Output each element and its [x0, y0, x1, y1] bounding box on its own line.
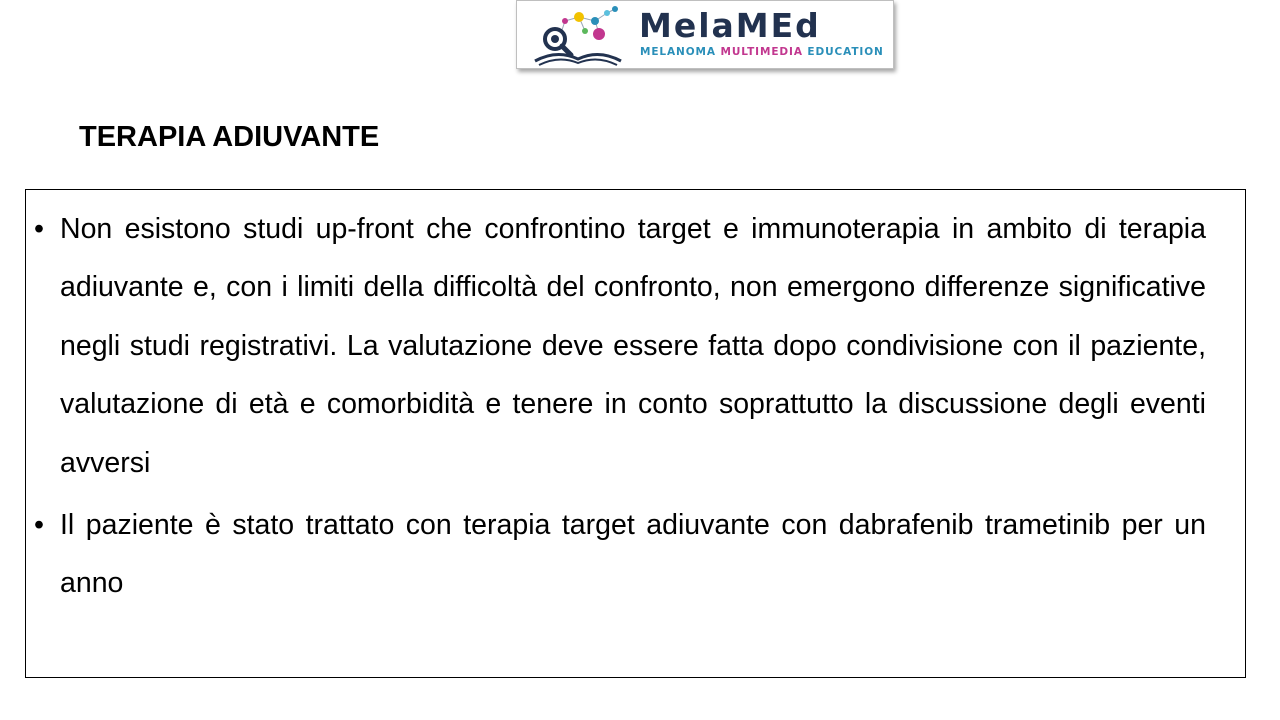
bullet-text: Non esistono studi up-front che confrontino target e immunoterapia in ambito di terapia adiuvante e, con i limiti della difficoltà del confronto, non emergono differenze significative negli studi registrativi. La valutazione deve essere fatta dopo condivisione con il paziente, valutazione di età e comorbidità e tenere in conto soprattutto la discussione degli eventi avversi: [60, 213, 1206, 479]
melamed-logo: [516, 0, 894, 69]
content-box: [25, 189, 1246, 678]
logo-tagline: [640, 45, 884, 59]
bullet-item: [34, 496, 1206, 613]
bullet-icon: •: [34, 213, 44, 245]
bullet-list: [34, 200, 1206, 617]
magnifier-book-icon: [521, 3, 635, 67]
tagline-melanoma: MELANOMA: [640, 46, 721, 58]
logo-wordmark: MelaMEd: [639, 6, 821, 45]
tagline-multimedia: MULTIMEDIA: [720, 46, 803, 58]
bullet-text: Il paziente è stato trattato con terapia target adiuvante con dabrafenib trametinib per un anno: [60, 509, 1206, 600]
tagline-education: EDUCATION: [802, 46, 884, 58]
bullet-item: [34, 200, 1206, 492]
slide-title: TERAPIA ADIUVANTE: [79, 121, 380, 153]
bullet-icon: •: [34, 509, 44, 542]
